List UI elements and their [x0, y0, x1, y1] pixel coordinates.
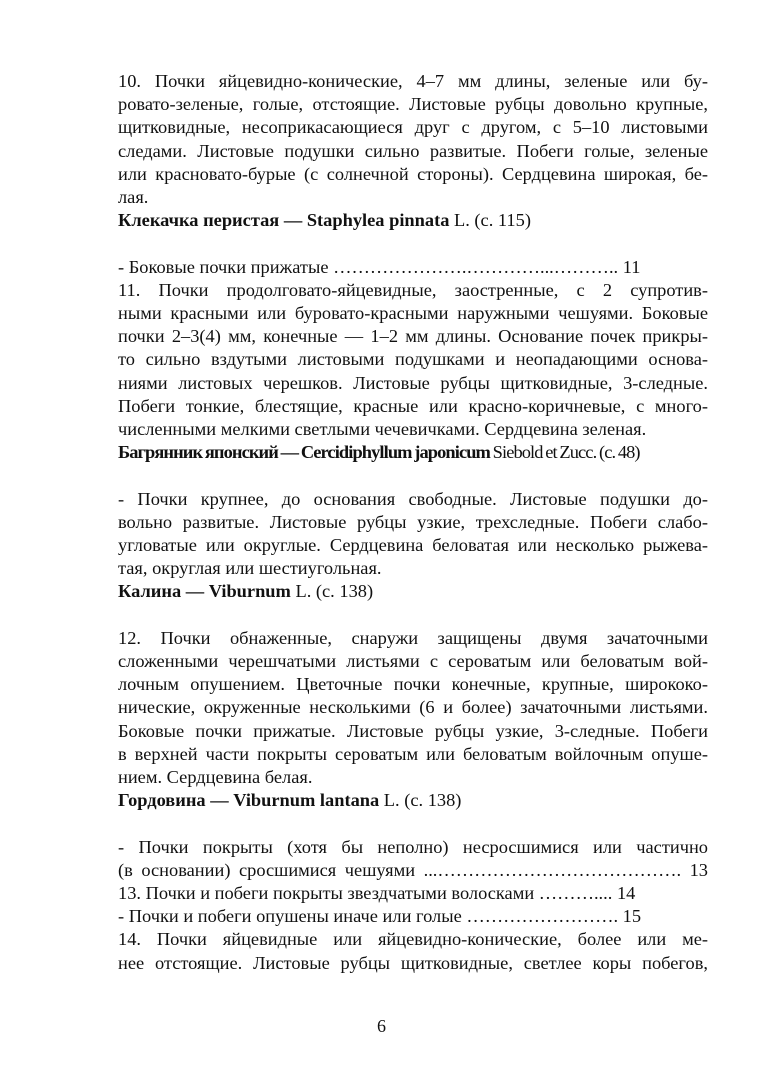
- key-line-13: 13. Почки и побеги покрыты звездчатыми волосками ……….... 14: [118, 883, 636, 904]
- text-line: тая, округлая или шестиугольная.: [118, 558, 382, 579]
- text-line: в верхней части покрыты сероватым или беловатым войлочным опуше-: [118, 743, 708, 764]
- text-line: 10. Почки яйцевидно-конические, 4–7 мм длины, зеленые или бу-: [118, 71, 708, 91]
- species-viburnum-lantana: [72, 789, 708, 812]
- text-line: численными мелкими светлыми чечевичками. Сердцевина зеленая.: [118, 419, 647, 440]
- species-authority: L. (с. 138): [290, 581, 374, 602]
- species-latin: Cercidiphyllum japonicum: [300, 442, 490, 463]
- key-line-13b: - Почки и побеги опушены иначе или голые ……………………. 15: [118, 906, 642, 927]
- text-line: - Почки крупнее, до основания свободные. Листовые подушки до-: [118, 488, 708, 509]
- page-number: 6: [377, 1016, 386, 1036]
- text-line: - Почки покрыты (хотя бы неполно) несросшимися или частично: [118, 836, 708, 857]
- species-cercidiphyllum-japonicum: [72, 441, 708, 464]
- text-line: 11. Почки продолговато-яйцевидные, заостренные, с 2 супротив-: [118, 279, 708, 300]
- text-line: Боковые почки прижатые. Листовые рубцы узкие, 3-следные. Побеги: [118, 720, 708, 741]
- species-authority: L. (с. 138): [379, 790, 462, 811]
- text-line: или красновато-бурые (с солнечной стороны). Сердцевина широкая, бе-: [118, 163, 708, 184]
- species-separator: —: [205, 790, 234, 811]
- paragraph-14: [72, 928, 708, 974]
- text-line: нее отстоящие. Листовые рубцы щитковидные, светлее коры побегов,: [118, 952, 708, 973]
- text-line: нием. Сердцевина белая.: [118, 767, 313, 788]
- text-line: лочным опушением. Цветочные почки конечные, крупные, ширококо-: [118, 674, 708, 695]
- species-name: Гордовина: [118, 790, 206, 811]
- species-authority: Siebold et Zucc. (c. 48): [489, 442, 640, 463]
- text-body: [72, 70, 708, 975]
- species-separator: —: [181, 581, 209, 602]
- species-latin: Viburnum lantana: [233, 790, 380, 811]
- text-line: лая.: [118, 187, 149, 208]
- species-separator: —: [279, 210, 307, 231]
- species-latin: Viburnum: [208, 581, 291, 602]
- paragraph-11: [72, 279, 708, 441]
- text-line: ровато-зеленые, голые, отстоящие. Листовые рубцы довольно крупные,: [118, 94, 708, 115]
- text-line: угловатые или округлые. Сердцевина беловатая или несколько рыжева-: [118, 535, 708, 556]
- species-authority: L. (с. 115): [449, 210, 531, 231]
- text-line: щитковидные, несоприкасающиеся друг с другом, с 5–10 листовыми: [118, 117, 708, 138]
- species-staphylea-pinnata: [72, 209, 708, 232]
- paragraph-viburnum: [72, 488, 708, 581]
- text-line: Побеги тонкие, блестящие, красные или красно-коричневые, с много-: [118, 395, 708, 416]
- text-line: ными красными или буровато-красными наружными чешуями. Боковые: [118, 303, 708, 324]
- species-name: Калина: [118, 581, 182, 602]
- species-name: Багрянник японский: [118, 442, 278, 463]
- species-viburnum: [72, 580, 708, 603]
- text-line: (в основании) сросшимися чешуями ...…………………………………. 13: [118, 859, 708, 880]
- text-line: почки 2–3(4) мм, конечные — 1–2 мм длины. Основание почек прикры-: [118, 326, 708, 347]
- text-line: 14. Почки яйцевидные или яйцевидно-конические, более или ме-: [118, 929, 708, 950]
- paragraph-scales: [72, 836, 708, 882]
- paragraph-10: [72, 70, 708, 209]
- text-line: ниями листовых черешков. Листовые рубцы щитковидные, 3-следные.: [118, 372, 708, 393]
- text-line: нические, окруженные несколькими (6 и более) зачаточными листьями.: [118, 697, 708, 718]
- species-latin: Staphylea pinnata: [306, 210, 450, 231]
- paragraph-12: [72, 627, 708, 789]
- text-line: следами. Листовые подушки сильно развитые. Побеги голые, зеленые: [118, 140, 708, 161]
- species-name: Клекачка перистая: [118, 210, 280, 231]
- key-line-11: - Боковые почки прижатые ………………….…………...……….. 11: [118, 256, 641, 277]
- text-line: то сильно вздутыми листовыми подушками и неопадающими основа-: [118, 349, 708, 370]
- text-line: 12. Почки обнаженные, снаружи защищены двумя зачаточными: [118, 627, 708, 648]
- species-separator: —: [277, 442, 301, 463]
- text-line: сложенными черешчатыми листьями с сероватым или беловатым вой-: [118, 651, 708, 672]
- text-line: вольно развитые. Листовые рубцы узкие, трехследные. Побеги слабо-: [118, 511, 708, 532]
